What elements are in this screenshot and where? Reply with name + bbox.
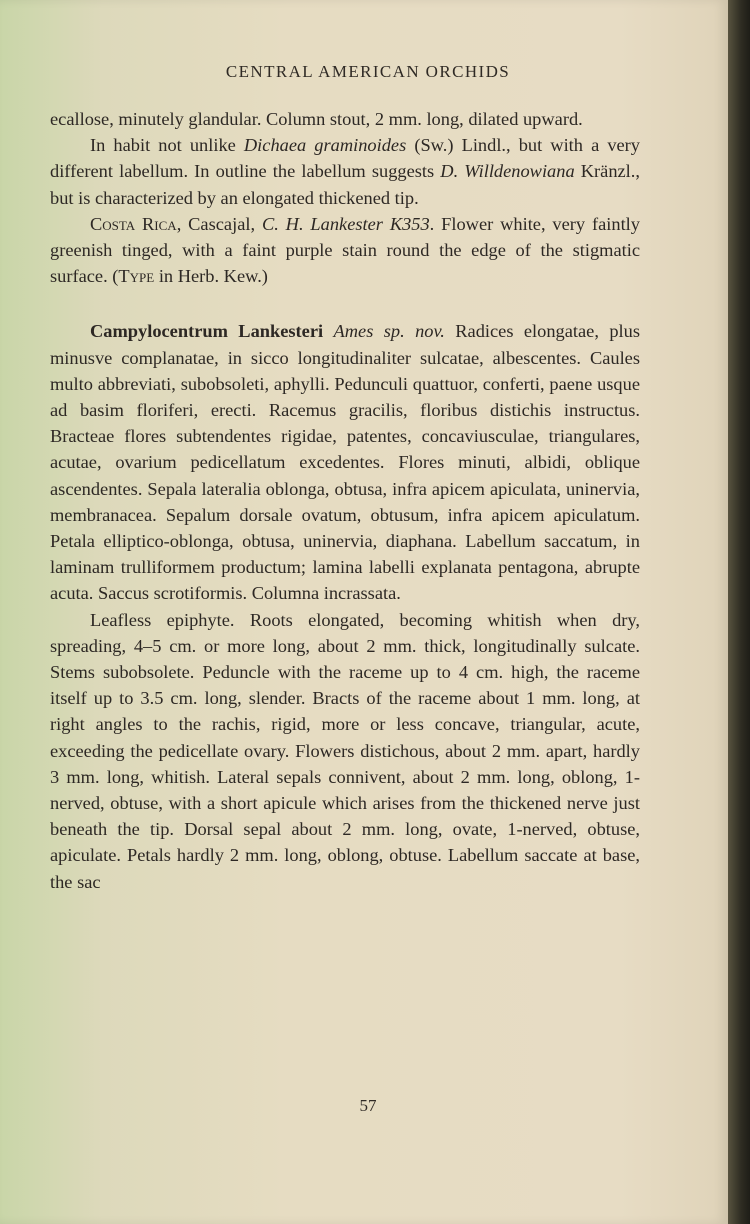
body-text [50,106,640,895]
paragraph-column-description: ecallose, minutely glandular. Column stout, 2 mm. long, dilated upward. [50,109,583,129]
species-authority: Ames sp. nov. [333,321,445,342]
species-heading: Campylocentrum Lankesteri [90,321,324,342]
book-page-edge [728,0,750,1224]
page-number: 57 [359,1096,377,1115]
paragraph-latin-diagnosis [50,318,640,606]
locality-name: Costa Rica [90,213,177,234]
paragraph-habit-comparison: In habit not unlike Dichaea graminoides (Sw.) Lindl., but with a very different labellum. In outline the labellum suggests D. Willdenowiana Kränzl., but is characterized by an elongated thickened tip. [50,135,640,208]
paragraph-type-locality: Costa Rica, Cascajal, C. H. Lankester K353. Flower white, very faintly greenish tinged, with a faint purple stain round the edge of the stigmatic surface. (Type in Herb. Kew.) [50,213,640,287]
running-header: CENTRAL AMERICAN ORCHIDS [225,62,511,81]
collector-citation: C. H. Lankester K353 [261,213,430,234]
paragraph-english-description: Leafless epiphyte. Roots elongated, becoming whitish when dry, spreading, 4–5 cm. or more long, about 2 mm. thick, longitudinally sulcate. Stems subobsolete. Peduncle with the raceme up to 4 cm. high, the raceme itself up to 3.5 cm. long, slender. Bracts of the raceme about 1 mm. long, at right angles to the rachis, rigid, more or less concave, triangular, acute, exceeding the pedicellate ovary. Flowers distichous, about 2 mm. apart, hardly 3 mm. long, whitish. Lateral sepals connivent, about 2 mm. long, oblong, 1-nerved, obtuse, with a short apicule which arises from the thickened nerve just beneath the tip. Dorsal sepal about 2 mm. long, ovate, 1-nerved, obtuse, apiculate. Petals hardly 2 mm. long, oblong, obtuse. Labellum saccate at base, the sac [50,609,640,892]
latin-diagnosis-text: Radices elongatae, plus minusve complanatae, in sicco longitudinaliter sulcatae, albescentes. Caules multo abbreviati, subobsoleti, aphylli. Pedunculi quattuor, conferti, paene usque ad basim floriferi, erecti. Racemus gracilis, floribus distichis instructus. Bracteae flores subtendentes rigidae, patentes, concaviusculae, triangulares, acutae, ovarium pedicellatum excedentes. Flores minuti, albidi, oblique ascendentes. Sepala lateralia oblonga, obtusa, infra apicem apiculata, uninervia, membranacea. Sepalum dorsale ovatum, obtusum, infra apicem apiculatum. Petala elliptico-oblonga, obtusa, uninervia, diaphana. Labellum saccatum, in laminam trulliformem productum; lamina labelli explanata pentagona, abrupte acuta. Saccus scrotiformis. Columna incrassata. [50,321,640,604]
type-label: Type [118,266,155,287]
